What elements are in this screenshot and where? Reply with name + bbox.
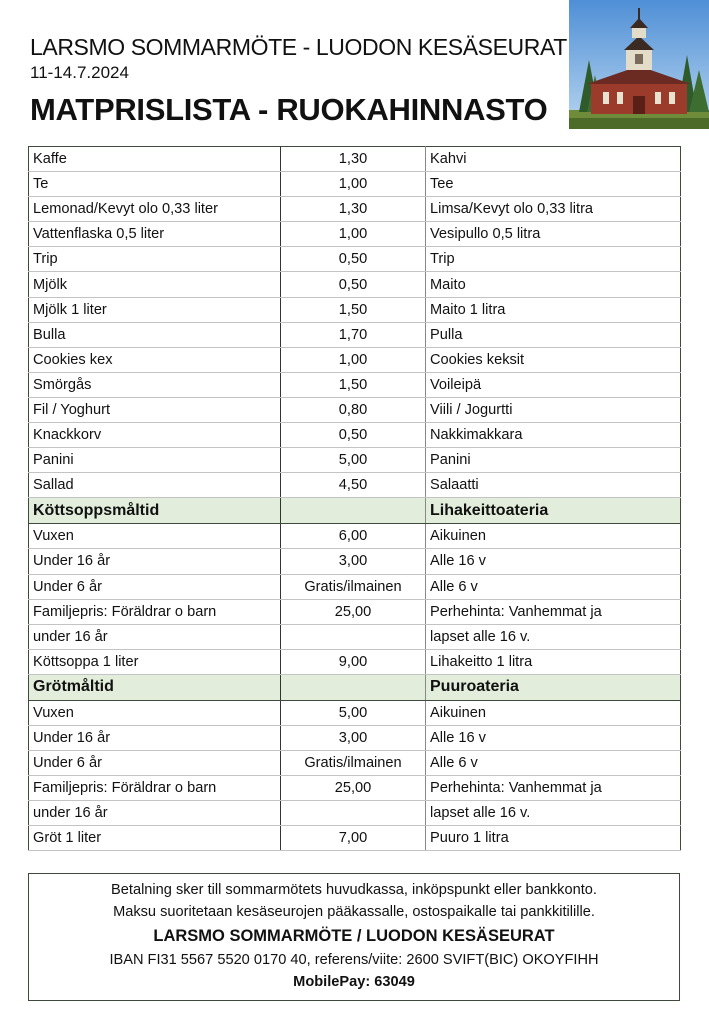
item-price: 5,00	[281, 448, 426, 473]
item-price	[281, 624, 426, 649]
table-row	[29, 372, 681, 397]
item-name-sv: Cookies kex	[29, 347, 281, 372]
item-name-sv: Vuxen	[29, 700, 281, 725]
item-price: 7,00	[281, 826, 426, 851]
page-title: MATPRISLISTA - RUOKAHINNASTO	[30, 92, 548, 127]
table-row	[29, 448, 681, 473]
table-row	[29, 197, 681, 222]
table-row	[29, 524, 681, 549]
item-price: 25,00	[281, 776, 426, 801]
item-name-fi: Perhehinta: Vanhemmat ja	[426, 599, 681, 624]
payment-iban: IBAN FI31 5567 5520 0170 40, referens/viite: 2600 SVIFT(BIC) OKOYFIHH	[109, 952, 599, 968]
payment-organization: LARSMO SOMMARMÖTE / LUODON KESÄSEURAT	[153, 927, 555, 945]
table-row	[29, 272, 681, 297]
item-price: Gratis/ilmainen	[281, 574, 426, 599]
item-name-sv: Bulla	[29, 322, 281, 347]
table-row	[29, 247, 681, 272]
item-price	[281, 801, 426, 826]
item-name-fi: Alle 6 v	[426, 574, 681, 599]
table-row	[29, 549, 681, 574]
table-row	[29, 423, 681, 448]
item-price: 1,50	[281, 372, 426, 397]
church-photo	[569, 0, 709, 129]
church-illustration	[569, 0, 709, 129]
item-name-sv: Trip	[29, 247, 281, 272]
item-name-fi: Maito	[426, 272, 681, 297]
section-heading-sv: Köttsoppsmåltid	[29, 498, 281, 524]
section-header-porridge	[29, 674, 681, 700]
item-name-fi: Alle 16 v	[426, 549, 681, 574]
item-name-fi: Perhehinta: Vanhemmat ja	[426, 776, 681, 801]
item-name-sv: Under 16 år	[29, 725, 281, 750]
item-name-sv: Panini	[29, 448, 281, 473]
item-name-fi: Kahvi	[426, 147, 681, 172]
item-name-sv: Knackkorv	[29, 423, 281, 448]
item-name-sv: Gröt 1 liter	[29, 826, 281, 851]
table-row	[29, 624, 681, 649]
item-name-fi: Viili / Jogurtti	[426, 397, 681, 422]
price-table	[28, 146, 681, 851]
table-row	[29, 826, 681, 851]
payment-info	[28, 873, 680, 1001]
item-name-fi: Nakkimakkara	[426, 423, 681, 448]
table-row	[29, 751, 681, 776]
table-row	[29, 297, 681, 322]
item-name-sv: Mjölk	[29, 272, 281, 297]
item-price: 1,30	[281, 197, 426, 222]
table-row	[29, 147, 681, 172]
item-name-fi: Panini	[426, 448, 681, 473]
item-price: 1,50	[281, 297, 426, 322]
table-row	[29, 473, 681, 498]
item-name-sv: Te	[29, 172, 281, 197]
item-price: 6,00	[281, 524, 426, 549]
payment-mobilepay: MobilePay: 63049	[293, 974, 415, 990]
table-row	[29, 725, 681, 750]
table-row	[29, 801, 681, 826]
item-price: 9,00	[281, 649, 426, 674]
table-row	[29, 574, 681, 599]
section-header-meat-soup	[29, 498, 681, 524]
payment-text-sv: Betalning sker till sommarmötets huvudkassa, inköpspunkt eller bankkonto.	[111, 882, 597, 898]
event-title: LARSMO SOMMARMÖTE - LUODON KESÄSEURAT	[30, 34, 567, 60]
item-price: 5,00	[281, 700, 426, 725]
item-name-sv: Mjölk 1 liter	[29, 297, 281, 322]
item-price: 4,50	[281, 473, 426, 498]
table-row	[29, 700, 681, 725]
item-name-fi: Alle 16 v	[426, 725, 681, 750]
item-name-fi: Vesipullo 0,5 litra	[426, 222, 681, 247]
item-price: 1,00	[281, 172, 426, 197]
item-name-fi: Tee	[426, 172, 681, 197]
item-price: 25,00	[281, 599, 426, 624]
item-name-fi: Salaatti	[426, 473, 681, 498]
section-heading-spacer	[281, 674, 426, 700]
item-name-sv: Familjepris: Föräldrar o barn	[29, 599, 281, 624]
table-row	[29, 322, 681, 347]
item-name-sv: Kaffe	[29, 147, 281, 172]
table-row	[29, 776, 681, 801]
item-price: 0,50	[281, 247, 426, 272]
item-name-sv: Lemonad/Kevyt olo 0,33 liter	[29, 197, 281, 222]
item-name-fi: Aikuinen	[426, 524, 681, 549]
table-row	[29, 172, 681, 197]
section-heading-sv: Grötmåltid	[29, 674, 281, 700]
item-price: 1,00	[281, 347, 426, 372]
table-row	[29, 397, 681, 422]
item-price: 1,30	[281, 147, 426, 172]
item-name-fi: Maito 1 litra	[426, 297, 681, 322]
item-name-fi: Voileipä	[426, 372, 681, 397]
item-name-sv: Familjepris: Föräldrar o barn	[29, 776, 281, 801]
item-name-fi: Aikuinen	[426, 700, 681, 725]
item-name-sv: Under 16 år	[29, 549, 281, 574]
item-name-fi: Alle 6 v	[426, 751, 681, 776]
table-row	[29, 599, 681, 624]
item-name-sv: Under 6 år	[29, 574, 281, 599]
item-name-sv: Köttsoppa 1 liter	[29, 649, 281, 674]
item-name-sv: under 16 år	[29, 801, 281, 826]
item-name-fi: Limsa/Kevyt olo 0,33 litra	[426, 197, 681, 222]
item-name-fi: Pulla	[426, 322, 681, 347]
table-row	[29, 347, 681, 372]
section-heading-fi: Lihakeittoateria	[426, 498, 681, 524]
item-name-sv: Fil / Yoghurt	[29, 397, 281, 422]
item-name-sv: under 16 år	[29, 624, 281, 649]
payment-text-fi: Maksu suoritetaan kesäseurojen pääkassalle, ostospaikalle tai pankkitilille.	[113, 904, 595, 920]
item-name-fi: Trip	[426, 247, 681, 272]
item-price: 0,80	[281, 397, 426, 422]
item-price: 1,00	[281, 222, 426, 247]
item-name-fi: lapset alle 16 v.	[426, 801, 681, 826]
item-name-sv: Smörgås	[29, 372, 281, 397]
item-name-sv: Vattenflaska 0,5 liter	[29, 222, 281, 247]
table-row	[29, 222, 681, 247]
item-name-fi: Cookies keksit	[426, 347, 681, 372]
item-price: 0,50	[281, 423, 426, 448]
table-row	[29, 649, 681, 674]
item-price: 1,70	[281, 322, 426, 347]
item-price: 3,00	[281, 549, 426, 574]
item-name-sv: Under 6 år	[29, 751, 281, 776]
item-price: 0,50	[281, 272, 426, 297]
item-price: Gratis/ilmainen	[281, 751, 426, 776]
event-date: 11-14.7.2024	[30, 63, 129, 82]
item-name-fi: Lihakeitto 1 litra	[426, 649, 681, 674]
item-name-fi: lapset alle 16 v.	[426, 624, 681, 649]
section-heading-fi: Puuroateria	[426, 674, 681, 700]
section-heading-spacer	[281, 498, 426, 524]
item-price: 3,00	[281, 725, 426, 750]
item-name-sv: Vuxen	[29, 524, 281, 549]
item-name-fi: Puuro 1 litra	[426, 826, 681, 851]
item-name-sv: Sallad	[29, 473, 281, 498]
